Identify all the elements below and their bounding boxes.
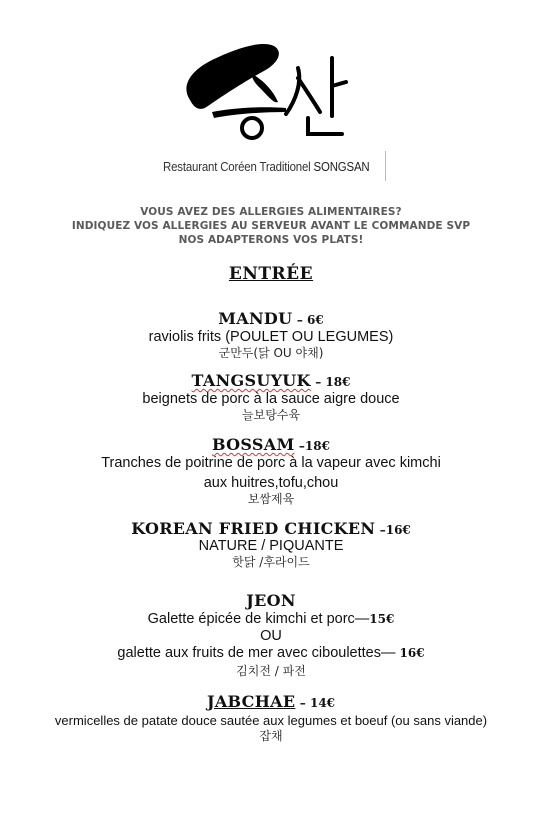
dish-name: BOSSAM	[212, 435, 295, 454]
dish-korean-name: 핫닭 /후라이드	[232, 555, 310, 569]
dish-description: vermicelles de patate douce sautée aux legumes et boeuf (ou sans viande)	[54, 713, 488, 728]
dish-description-a: Galette épicée de kimchi et porc—	[147, 611, 370, 627]
dish-price-b: 16€	[399, 646, 425, 660]
dish-price: –16€	[379, 523, 411, 537]
dish-korean-name: 보쌈제육	[247, 492, 295, 506]
dish-description-2: aux huitres,tofu,chou	[203, 475, 339, 491]
dish-mandu	[0, 309, 542, 361]
dish-jabchae	[0, 692, 542, 744]
songsan-logo	[182, 30, 362, 140]
dish-or: OU	[260, 628, 282, 644]
dish-description: NATURE / PIQUANTE	[198, 538, 344, 554]
dish-bossam	[0, 435, 542, 507]
dish-description: Tranches de poitrine de porc à la vapeur avec kimchi	[101, 455, 441, 471]
subtitle-prefix: Restaurant Coréen Traditionel	[163, 159, 311, 174]
allergy-line-3: NOS ADAPTERONS VOS PLATS!	[178, 234, 364, 246]
dish-price-a: 15€	[369, 612, 395, 626]
dish-price: –18€	[298, 439, 330, 453]
dish-tangsuyuk	[0, 371, 542, 423]
header-divider	[385, 151, 386, 181]
section-title: ENTRÉE	[228, 264, 314, 284]
dish-jeon	[0, 591, 542, 679]
dish-name: JEON	[246, 591, 296, 610]
dish-korean-fried-chicken	[0, 519, 542, 570]
dish-description: raviolis frits (POULET OU LEGUMES)	[148, 329, 394, 345]
dish-name: KOREAN FRIED CHICKEN	[131, 519, 376, 538]
dish-korean-name: 김치전 / 파전	[236, 664, 306, 678]
dish-korean-name: 늘보탕수육	[242, 408, 300, 422]
allergy-line-2: INDIQUEZ VOS ALLERGIES AU SERVEUR AVANT LE COMMANDE SVP	[71, 220, 471, 232]
dish-korean-name: 군만두(닭 OU 야채)	[218, 346, 324, 360]
allergy-line-1: VOUS AVEZ DES ALLERGIES ALIMENTAIRES?	[140, 206, 402, 218]
dish-description-b: galette aux fruits de mer avec ciboulettes—	[117, 645, 400, 661]
dish-price: – 14€	[299, 696, 336, 710]
dish-name: JABCHAE	[206, 692, 296, 711]
restaurant-name: SONGSAN	[313, 159, 370, 174]
dish-price: – 6€	[296, 313, 324, 327]
allergy-notice	[0, 205, 542, 247]
dish-name: MANDU	[218, 309, 293, 328]
dish-description: beignets de porc à la sauce aigre douce	[142, 391, 400, 407]
dish-price: – 18€	[315, 375, 351, 389]
dish-korean-name: 잡채	[259, 729, 283, 743]
restaurant-subtitle	[163, 159, 370, 181]
dish-name: TANGSUYUK	[191, 371, 311, 390]
